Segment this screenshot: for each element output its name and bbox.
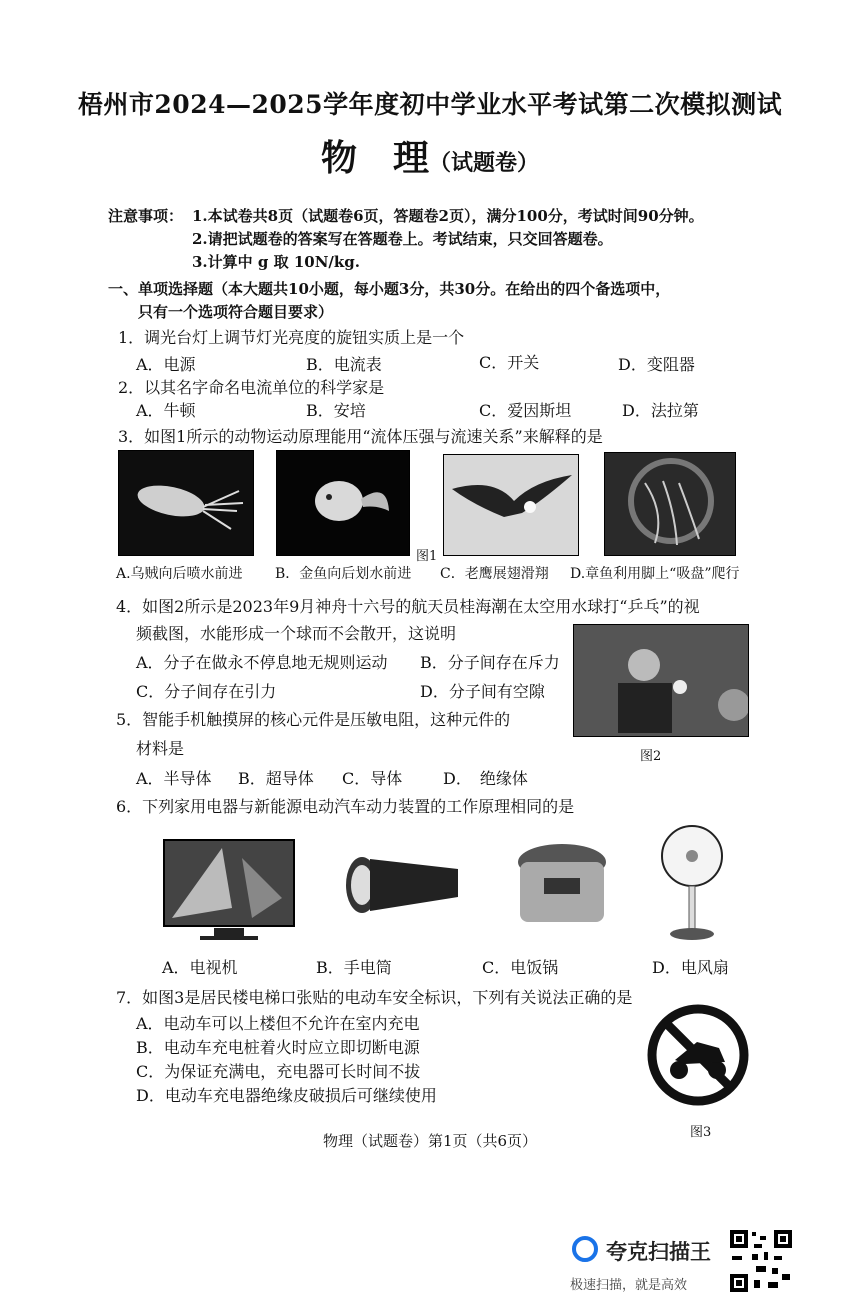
q1-option-b: B．电流表 — [306, 355, 382, 374]
no-ebike-sign — [645, 1002, 751, 1108]
q5-stem-line-2: 材料是 — [136, 739, 185, 758]
scanner-logo-icon — [572, 1236, 598, 1262]
q5-option-a: A．半导体 — [136, 769, 212, 788]
subject-name: 物 理 — [320, 137, 429, 179]
q3-stem: 3．如图1所示的动物运动原理能用“流体压强与流速关系”来解释的是 — [118, 427, 603, 446]
q4-option-d: D．分子间有空隙 — [420, 682, 545, 701]
fig2-caption: 图2 — [640, 749, 662, 764]
q5-option-d: D． 绝缘体 — [443, 769, 528, 788]
section-desc-1: （本大题共10小题，每小题3分，共30分。在给出的四个备选项中， — [213, 280, 671, 298]
q4-option-a: A．分子在做永不停息地无规则运动 — [136, 653, 388, 672]
q6-stem: 6．下列家用电器与新能源电动汽车动力装置的工作原理相同的是 — [116, 797, 575, 816]
eagle-icon — [444, 455, 578, 555]
tv-image — [162, 838, 296, 944]
notes-line-1: 1.本试卷共8页（试题卷6页，答题卷2页），满分100分，考试时间90分钟。 — [192, 207, 704, 225]
q4-option-b: B．分子间存在斥力 — [420, 653, 560, 672]
q2-option-d: D．法拉第 — [622, 401, 699, 420]
astronaut-icon — [574, 625, 748, 736]
astronaut-image — [573, 624, 749, 737]
q1-option-d: D．变阻器 — [618, 355, 695, 374]
q1-stem: 1．调光台灯上调节灯光亮度的旋钮实质上是一个 — [118, 328, 465, 347]
goldfish-icon — [277, 451, 409, 555]
notes-line-2: 2.请把试题卷的答案写在答题卷上。考试结束，只交回答题卷。 — [192, 230, 613, 248]
q3-option-b: B．金鱼向后划水前进 — [275, 566, 412, 582]
squid-image — [118, 450, 254, 556]
octopus-icon — [605, 453, 735, 555]
rice-cooker-image — [514, 838, 610, 934]
scanner-brand-name: 夸克扫描王 — [606, 1240, 711, 1264]
q7-option-a: A．电动车可以上楼但不允许在室内充电 — [136, 1014, 420, 1033]
scanner-watermark — [568, 1232, 718, 1292]
q6-option-a: A．电视机 — [162, 958, 238, 977]
q2-option-c: C．爱因斯坦 — [479, 401, 572, 420]
squid-icon — [119, 451, 253, 555]
eagle-image — [443, 454, 579, 556]
q1-option-a: A．电源 — [136, 355, 196, 374]
qr-code-icon — [728, 1228, 794, 1294]
q6-option-d: D．电风扇 — [652, 958, 729, 977]
exam-title: 梧州市2024—2025学年度初中学业水平考试第二次模拟测试 — [77, 90, 783, 119]
electric-fan-icon — [657, 818, 727, 944]
q5-option-c: C．导体 — [342, 769, 403, 788]
notes-label: 注意事项： — [108, 207, 184, 225]
section-title — [108, 278, 670, 299]
octopus-image — [604, 452, 736, 556]
q7-option-b: B．电动车充电桩着火时应立即切断电源 — [136, 1038, 420, 1057]
no-entry-icon — [645, 1002, 751, 1108]
q2-stem: 2．以其名字命名电流单位的科学家是 — [118, 378, 385, 397]
q4-stem-line-1: 4．如图2所示是2023年9月神舟十六号的航天员桂海潮在太空用水球打“乒乓”的视 — [116, 597, 700, 616]
subject-heading — [0, 130, 860, 181]
flashlight-icon — [340, 845, 466, 919]
goldfish-image — [276, 450, 410, 556]
flashlight-image — [340, 845, 466, 919]
fig3-caption: 图3 — [690, 1125, 712, 1140]
q3-option-d: D.章鱼利用脚上“吸盘”爬行 — [570, 566, 740, 582]
q4-stem-line-2: 频截图，水能形成一个球而不会散开，这说明 — [136, 624, 457, 643]
q2-option-a: A．牛顿 — [136, 401, 196, 420]
q7-option-d: D．电动车充电器绝缘皮破损后可继续使用 — [136, 1086, 437, 1105]
qr-pattern — [728, 1228, 794, 1294]
scanner-tagline: 极速扫描，就是高效 — [570, 1278, 688, 1293]
q1-option-c: C．开关 — [479, 353, 540, 372]
q6-option-b: B．手电筒 — [316, 958, 392, 977]
section-title-main: 一、单项选择题 — [108, 280, 214, 298]
electric-fan-image — [657, 818, 727, 944]
rice-cooker-icon — [514, 838, 610, 934]
q3-option-a: A.乌贼向后喷水前进 — [116, 566, 243, 582]
subject-note: （试题卷） — [429, 150, 540, 176]
fig1-caption: 图1 — [416, 549, 438, 564]
q6-option-c: C．电饭锅 — [482, 958, 559, 977]
q3-option-c: C．老鹰展翅滑翔 — [440, 566, 549, 582]
page-footer: 物理（试题卷）第1页（共6页） — [322, 1132, 538, 1150]
q5-stem-line-1: 5．智能手机触摸屏的核心元件是压敏电阻，这种元件的 — [116, 710, 511, 729]
q7-option-c: C．为保证充满电，充电器可长时间不拔 — [136, 1062, 421, 1081]
section-desc-2: 只有一个选项符合题目要求） — [138, 303, 334, 321]
tv-icon — [162, 838, 296, 944]
notes-line-3: 3.计算中 g 取 10N/kg. — [192, 253, 360, 271]
q7-stem: 7．如图3是居民楼电梯口张贴的电动车安全标识，下列有关说法正确的是 — [116, 988, 633, 1007]
q5-option-b: B．超导体 — [238, 769, 314, 788]
q2-option-b: B．安培 — [306, 401, 366, 420]
q4-option-c: C．分子间存在引力 — [136, 682, 277, 701]
